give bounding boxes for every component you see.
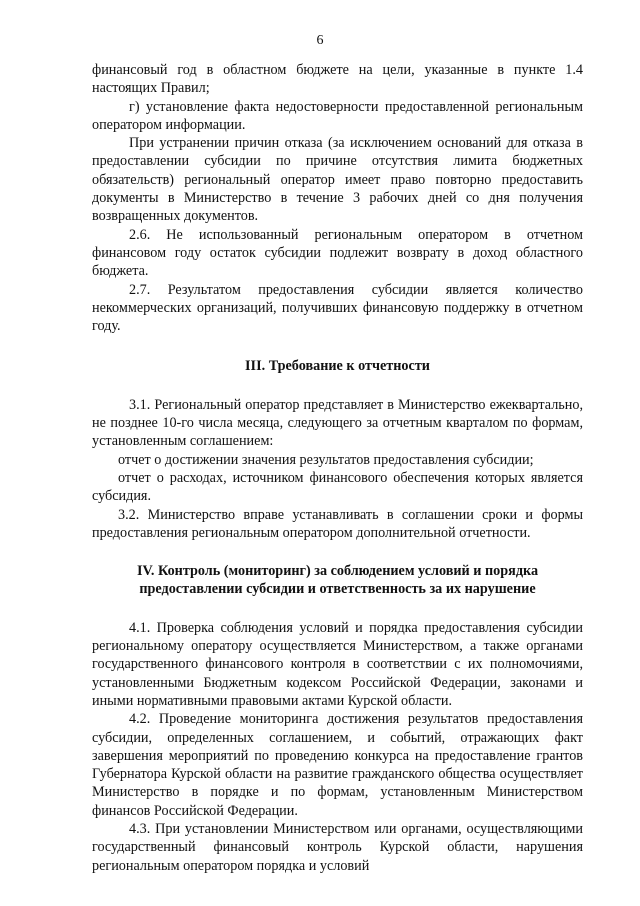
section-heading	[92, 562, 583, 599]
paragraph: финансовый год в областном бюджете на цели, указанные в пункте 1.4 настоящих Правил;	[92, 62, 583, 97]
paragraph: 4.2. Проведение мониторинга достижения результатов предоставления субсидии, определенных соглашением, и событий, отражающих факт завершения мероприятий по проведению конкурса на предоставление грантов Губернатора Курской области на развитие гражданского общества осуществляет Министерство в порядке и по формам, установленным Министерством финансов Российской Федерации.	[92, 711, 583, 819]
section-heading-line: IV. Контроль (мониторинг) за соблюдением условий и порядка	[136, 563, 539, 580]
paragraph: 3.1. Региональный оператор представляет в Министерство ежеквартально, не позднее 10-го числа месяца, следующего за отчетным кварталом по формам, установленным соглашением:	[92, 396, 583, 450]
page-number: 6	[316, 33, 324, 48]
paragraph: 4.3. При установлении Министерством или органами, осуществляющими государственный финансовый контроль Курской области, нарушения региональным оператором порядка и условий	[92, 820, 583, 874]
paragraph: отчет о достижении значения результатов предоставления субсидии;	[118, 451, 534, 468]
paragraph: 2.7. Результатом предоставления субсидии является количество некоммерческих организаций, получивших финансовую поддержку в отчетном году.	[92, 281, 583, 335]
paragraph: 3.2. Министерство вправе устанавливать в соглашении сроки и формы предоставления региональным оператором дополнительной отчетности.	[92, 506, 583, 541]
paragraph: г) установление факта недостоверности предоставленной региональным оператором информации.	[92, 98, 583, 133]
section-heading: III. Требование к отчетности	[245, 358, 430, 375]
paragraph: отчет о расходах, источником финансового обеспечения которых является субсидия.	[92, 469, 583, 505]
document-body	[92, 61, 583, 875]
paragraph: При устранении причин отказа (за исключением оснований для отказа в предоставлении субсидии по причине отсутствия лимита бюджетных обязательств) региональный оператор имеет право повторно предоставить документы в Министерство в течение 3 рабочих дней со дня получения возвращенных документов.	[92, 135, 583, 225]
section-heading-line: предоставлении субсидии и ответственность за их нарушение	[139, 581, 536, 598]
paragraph: 2.6. Не использованный региональным оператором в отчетном финансовом году остаток субсидии подлежит возврату в доход областного бюджета.	[92, 226, 583, 280]
paragraph: 4.1. Проверка соблюдения условий и порядка предоставления субсидии региональному оператору осуществляется Министерством, а также органами государственного финансового контроля в соответствии с их полномочиями, установленными Бюджетным кодексом Российской Федерации, законами и иными нормативными правовыми актами Курской области.	[92, 619, 583, 709]
